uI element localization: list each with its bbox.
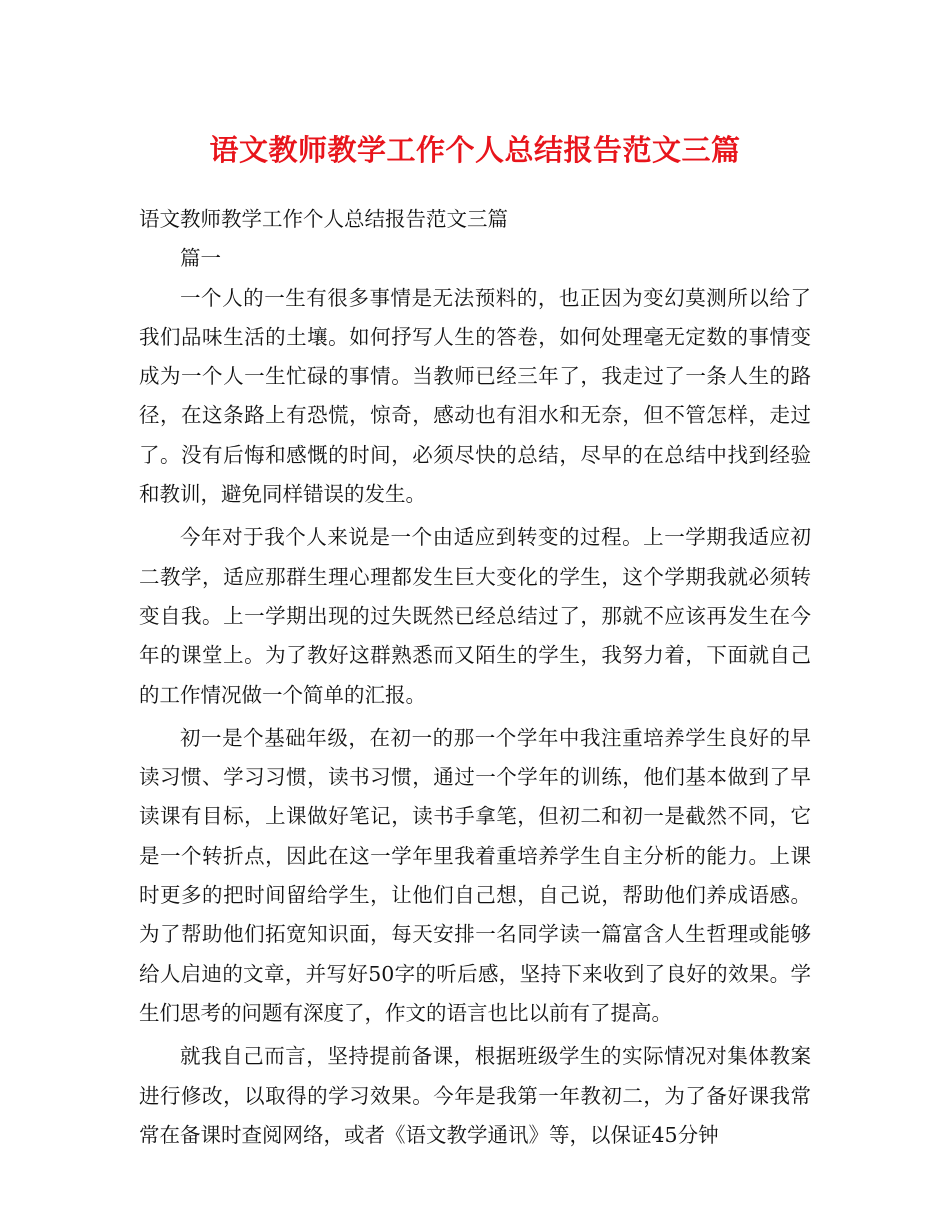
paragraph-3: 初一是个基础年级，在初一的那一个学年中我注重培养学生良好的早读习惯、学习习惯，读书习惯，通过一个学年的训练，他们基本做到了早读课有目标，上课做好笔记，读书手拿笔，但初二和初一是截然不同，它是一个转折点，因此在这一学年里我着重培养学生自主分析的能力。上课时更多的把时间留给学生，让他们自己想，自己说，帮助他们养成语感。为了帮助他们拓宽知识面，每天安排一名同学读一篇富含人生哲理或能够给人启迪的文章，并写好50字的听后感，坚持下来收到了良好的效果。学生们思考的问题有深度了，作文的语言也比以前有了提高。: [139, 725, 811, 1025]
document-subtitle: 语文教师教学工作个人总结报告范文三篇: [139, 207, 508, 231]
paragraph-4: 就我自己而言，坚持提前备课，根据班级学生的实际情况对集体教案进行修改，以取得的学习效果。今年是我第一年教初二，为了备好课我常常在备课时查阅网络，或者《语文教学通讯》等，以保证45分钟: [139, 1044, 811, 1147]
paragraph-1: 一个人的一生有很多事情是无法预料的，也正因为变幻莫测所以给了我们品味生活的土壤。如何抒写人生的答卷，如何处理毫无定数的事情变成为一个人一生忙碌的事情。当教师已经三年了，我走过了一条人生的路径，在这条路上有恐慌，惊奇，感动也有泪水和无奈，但不管怎样，走过了。没有后悔和感慨的时间，必须尽快的总结，尽早的在总结中找到经验和教训，避免同样错误的发生。: [139, 285, 811, 507]
section-label: 篇一: [180, 246, 221, 271]
document-title: 语文教师教学工作个人总结报告范文三篇: [209, 133, 741, 167]
document-body: [139, 200, 811, 1155]
paragraph-2: 今年对于我个人来说是一个由适应到转变的过程。上一学期我适应初二教学，适应那群生理心理都发生巨大变化的学生，这个学期我就必须转变自我。上一学期出现的过失既然已经总结过了，那就不应该再发生在今年的课堂上。为了教好这群熟悉而又陌生的学生，我努力着，下面就自己的工作情况做一个简单的汇报。: [139, 525, 811, 707]
